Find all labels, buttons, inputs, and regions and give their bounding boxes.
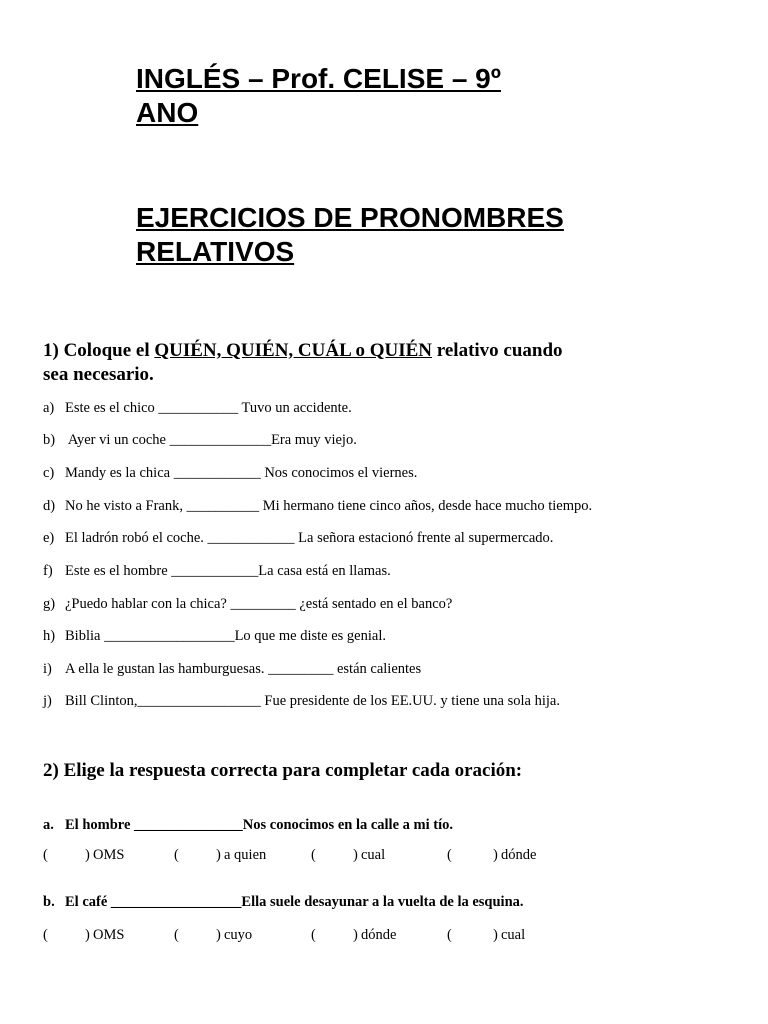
page-title [136,62,696,130]
item-text: A ella le gustan las hamburguesas. _________ están calientes [65,661,422,677]
option-checkbox-open: ( [447,927,452,943]
item-text: Bill Clinton,_________________ Fue presidente de los EE.UU. y tiene una sola hija. [65,693,560,709]
subtitle-line-2: RELATIVOS [136,236,295,267]
option-label: a quien [224,847,267,863]
exercise-1-item-e [43,529,743,547]
item-text: Mandy es la chica ____________ Nos conocimos el viernes. [65,465,418,481]
item-label: g) [43,596,56,612]
option-checkbox-open: ( [43,847,48,863]
option-checkbox-close: ) [353,847,358,863]
option-checkbox-open: ( [43,927,48,943]
exercise-1-item-b [43,431,743,449]
item-text: Ayer vi un coche ______________Era muy viejo. [65,432,357,448]
exercise-1-item-d [43,497,743,515]
option-checkbox-close: ) [353,927,358,943]
option-checkbox-open: ( [311,847,316,863]
exercise-1-heading-suffix: relativo cuando [432,340,563,361]
exercise-2-options-a [43,846,743,864]
item-label: i) [43,661,52,677]
option-label: OMS [93,847,125,863]
item-label: h) [43,628,56,644]
question-text: El hombre _______________Nos conocimos en la calle a mi tío. [65,817,453,833]
title-line-1: INGLÉS – Prof. CELISE – 9º [136,63,501,94]
subtitle-line-1: EJERCICIOS DE PRONOMBRES [136,202,564,233]
exercise-1-item-j [43,692,743,710]
page-subtitle [136,201,696,269]
item-text: Este es el hombre ____________La casa está en llamas. [65,563,391,579]
option-label: OMS [93,927,125,943]
option-checkbox-close: ) [493,847,498,863]
item-text: ¿Puedo hablar con la chica? _________ ¿está sentado en el banco? [65,596,453,612]
exercise-1-heading-line-2: sea necesario. [43,364,154,385]
exercise-1-heading [43,339,683,387]
item-text: Este es el chico ___________ Tuvo un accidente. [65,400,352,416]
item-label: a) [43,400,55,416]
item-text: Biblia __________________Lo que me diste es genial. [65,628,386,644]
exercise-1-item-f [43,562,743,580]
exercise-2-options-b [43,926,743,944]
exercise-1-item-h [43,627,743,645]
item-label: e) [43,530,55,546]
exercise-2-heading: 2) Elige la respuesta correcta para completar cada oración: [43,760,523,781]
item-label: j) [43,693,52,709]
option-label: cuyo [224,927,253,943]
item-label: f) [43,563,53,579]
exercise-1-heading-pronouns: QUIÉN, QUIÉN, CUÁL o QUIÉN [154,340,433,361]
item-label: d) [43,498,56,514]
option-label: dónde [501,847,537,863]
exercise-1-item-c [43,464,743,482]
option-checkbox-close: ) [85,847,90,863]
question-text: El café __________________Ella suele desayunar a la vuelta de la esquina. [65,894,524,910]
item-label: c) [43,465,55,481]
question-label: a. [43,817,54,833]
exercise-1-heading-prefix: 1) Coloque el [43,340,155,361]
option-checkbox-open: ( [174,847,179,863]
option-checkbox-close: ) [493,927,498,943]
title-line-2: ANO [136,97,199,128]
exercise-2-question-b [43,893,743,911]
option-checkbox-open: ( [174,927,179,943]
option-label: cual [501,927,526,943]
item-label: b) [43,432,56,448]
question-label: b. [43,894,55,910]
item-text: El ladrón robó el coche. ____________ La señora estacionó frente al supermercado. [65,530,554,546]
item-text: No he visto a Frank, __________ Mi hermano tiene cinco años, desde hace mucho tiempo. [65,498,593,514]
option-checkbox-open: ( [311,927,316,943]
exercise-1-item-a [43,399,743,417]
exercise-1-item-g [43,595,743,613]
option-checkbox-open: ( [447,847,452,863]
option-checkbox-close: ) [216,847,221,863]
option-label: cual [361,847,386,863]
exercise-1-item-i [43,660,743,678]
exercise-2-question-a [43,816,743,834]
option-checkbox-close: ) [85,927,90,943]
option-label: dónde [361,927,397,943]
option-checkbox-close: ) [216,927,221,943]
